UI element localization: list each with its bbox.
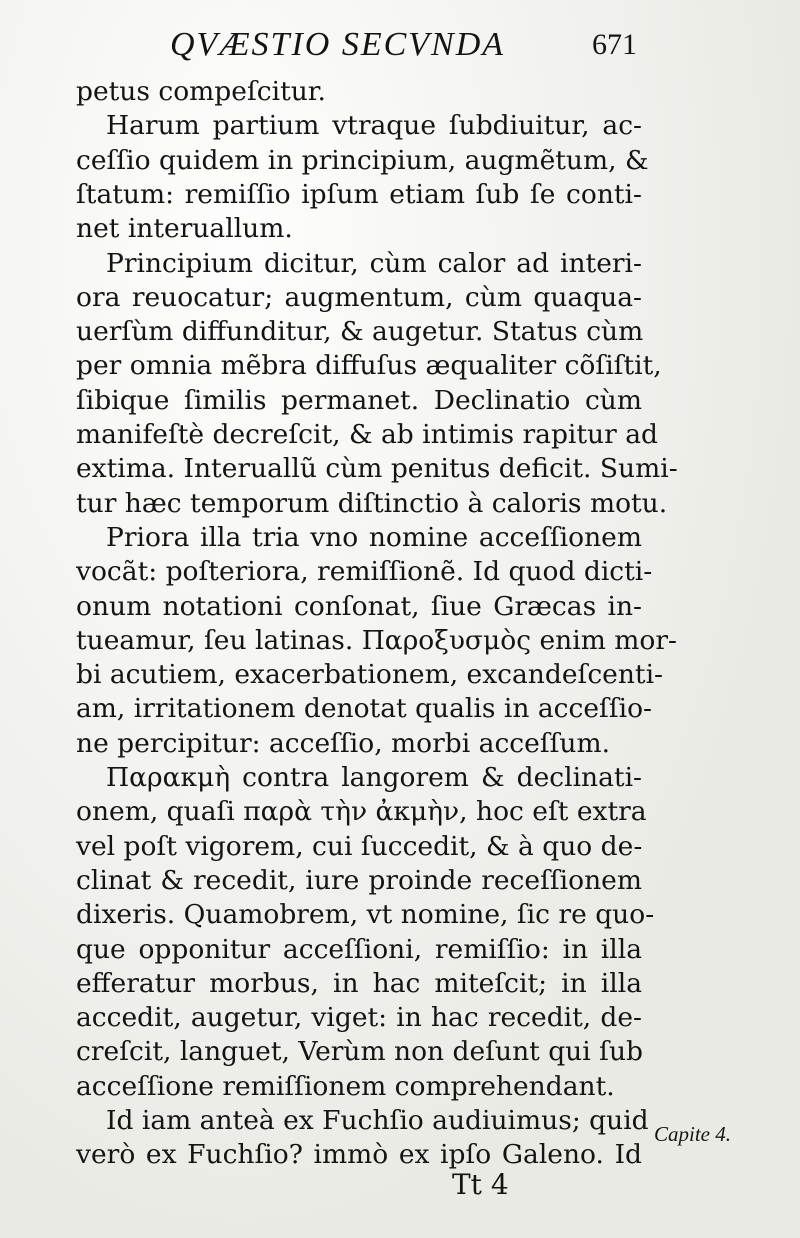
text-line: efferatur morbus, in hac miteſcit; in illa [76,967,642,999]
text-line: vel poſt vigorem, cui ſuccedit, & à quo de- [76,830,643,862]
text-line: clinat & recedit, iure proinde receſſionem [76,864,642,896]
text-line: dixeris. Quamobrem, vt nomine, ſic re quo- [76,899,655,931]
running-head-title: QVÆSTIO SECVNDA [170,26,506,63]
text-line: Priora illa tria vno nomine acceſſionem [106,521,642,553]
text-line: net interuallum. [76,213,293,245]
text-line: acceſſione remiſſionem comprehendant. [76,1070,615,1102]
text-line: ne percipitur: acceſſio, morbi acceſſum. [76,727,611,759]
running-head [170,22,637,72]
text-line: am, irritationem denotat qualis in acceſſio- [76,693,653,725]
text-line: vocãt: poſteriora, remiſſionẽ. Id quod dicti- [76,556,653,588]
text-line: ſtatum: remiſſio ipſum etiam ſub ſe conti- [76,178,642,210]
page-number: 671 [592,28,637,61]
text-line: ſibique ſimilis permanet. Declinatio cùm [76,384,642,416]
text-line: onum notationi conſonat, ſiue Græcas in- [76,590,642,622]
text-line: Principium dicitur, cùm calor ad interi- [106,247,642,279]
text-line: Id iam anteà ex Fuchſio audiuimus; quid [106,1105,649,1136]
margin-note: Capite 4. [654,1122,731,1146]
text-line: Harum partium vtraque ſubdiuitur, ac- [106,110,642,142]
text-line: petus compeſcitur. [76,76,326,107]
text-line: onem, quaſi παρὰ τὴν ἀκμὴν, hoc eſt extra [76,796,647,828]
text-line: Παρακμὴ contra langorem & declinati- [106,762,642,793]
text-line: bi acutiem, exacerbationem, excandeſcenti- [76,659,663,691]
text-line: creſcit, languet, Verùm non deſunt qui ſub [76,1036,643,1068]
signature-mark: Tt 4 [452,1168,509,1201]
text-line: tur hæc temporum diſtinctio à caloris motu. [76,487,668,519]
text-line: ceſſio quidem in principium, augmẽtum, & [76,144,649,176]
text-line: manifeſtè decreſcit, & ab intimis rapitur ad [76,419,658,450]
text-line: verò ex Fuchſio? immò ex ipſo Galeno. Id [76,1139,642,1171]
text-line: uerſùm diffunditur, & augetur. Status cùm [76,316,644,348]
text-line: tueamur, ſeu latinas. Παροξυσμὸς enim mor- [76,624,677,656]
text-line: accedit, augetur, viget: in hac recedit, de- [76,1002,642,1034]
text-line: extima. Interuallũ cùm penitus deficit. Sumi- [76,453,678,485]
text-line: per omnia mẽbra diffuſus æqualiter cõſiſtit, [76,350,662,382]
text-line: que opponitur acceſſioni, remiſſio: in illa [76,933,642,965]
text-line: ora reuocatur; augmentum, cùm quaqua- [76,281,642,313]
